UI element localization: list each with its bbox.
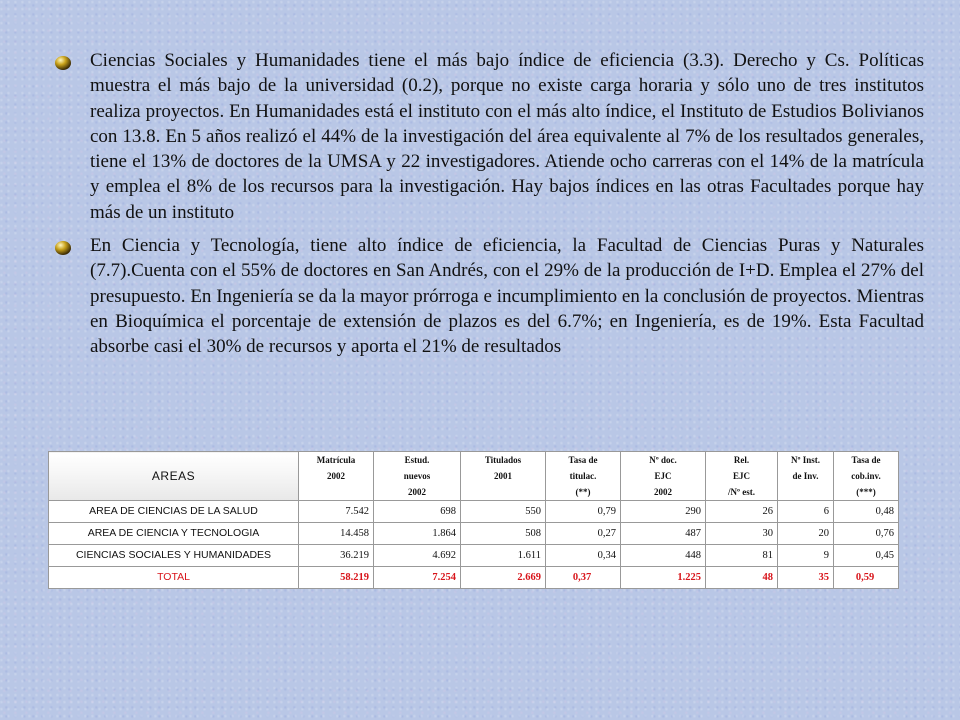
- header-cell: Matrícula: [299, 452, 374, 469]
- inst-inv-cell: 9: [778, 545, 834, 567]
- header-cell: [778, 484, 834, 501]
- header-cell: /Nº est.: [706, 484, 778, 501]
- header-cell: 2002: [621, 484, 706, 501]
- total-inst-inv: 35: [778, 567, 834, 589]
- doc-ejc-cell: 448: [621, 545, 706, 567]
- tasa-titulac-cell: 0,34: [546, 545, 621, 567]
- header-cell: titulac.: [546, 468, 621, 484]
- header-cell: Estud.: [374, 452, 461, 469]
- header-cell: (***): [834, 484, 899, 501]
- estud-nuevos-cell: 1.864: [374, 523, 461, 545]
- total-titulados: 2.669: [461, 567, 546, 589]
- total-estud-nuevos: 7.254: [374, 567, 461, 589]
- rel-ejc-cell: 81: [706, 545, 778, 567]
- header-cell: Titulados: [461, 452, 546, 469]
- area-cell: CIENCIAS SOCIALES Y HUMANIDADES: [49, 545, 299, 567]
- area-cell: AREA DE CIENCIA Y TECNOLOGIA: [49, 523, 299, 545]
- table-row: [49, 545, 899, 567]
- header-cell: [299, 484, 374, 501]
- doc-ejc-cell: 487: [621, 523, 706, 545]
- matricula-cell: 14.458: [299, 523, 374, 545]
- header-cell: cob.inv.: [834, 468, 899, 484]
- tasa-cob-cell: 0,76: [834, 523, 899, 545]
- paragraph-ciencias-sociales: Ciencias Sociales y Humanidades tiene el más bajo índice de eficiencia (3.3). Derecho y Cs. Políticas muestra el más bajo de la universidad (0.2), porque no existe carga horaria y sólo uno de tres institutos realiza proyectos. En Humanidades está el instituto con el más alto índice, el Instituto de Estudios Bolivianos con 13.8. En 5 años realizó el 44% de la investigación del área equivalente al 7% de los resultados generales, tiene el 13% de doctores de la UMSA y 22 investigadores. Atiende ocho carreras con el 14% de la matrícula y emplea el 8% de los recursos para la investigación. Hay bajos índices en las otras Facultades porque hay más de un instituto: [90, 50, 924, 223]
- table-row: [49, 523, 899, 545]
- total-tasa-cob: 0,59: [834, 567, 899, 589]
- bullet-list: [48, 48, 924, 368]
- area-cell: AREA DE CIENCIAS DE LA SALUD: [49, 501, 299, 523]
- inst-inv-cell: 20: [778, 523, 834, 545]
- total-matricula: 58.219: [299, 567, 374, 589]
- titulados-cell: 1.611: [461, 545, 546, 567]
- header-cell: Tasa de: [834, 452, 899, 469]
- areas-header: AREAS: [49, 452, 299, 501]
- bullet-sphere-icon: [54, 239, 72, 257]
- header-cell: [461, 484, 546, 501]
- header-cell: EJC: [621, 468, 706, 484]
- header-cell: Rel.: [706, 452, 778, 469]
- paragraph-ciencia-tecnologia: En Ciencia y Tecnología, tiene alto índice de eficiencia, la Facultad de Ciencias Puras y Naturales (7.7).Cuenta con el 55% de doctores en San Andrés, con el 29% de la producción de I+D. Emplea el 27% del presupuesto. En Ingeniería se da la mayor prórroga e incumplimiento en la conclusión de proyectos. Mientras en Bioquímica el porcentaje de extensión de plazos es del 6.7%; en Ingeniería, es de 19%. Esta Facultad absorbe casi el 30% de recursos y aporta el 21% de resultados: [90, 235, 924, 358]
- header-cell: (**): [546, 484, 621, 501]
- rel-ejc-cell: 30: [706, 523, 778, 545]
- header-cell: 2002: [299, 468, 374, 484]
- tasa-titulac-cell: 0,27: [546, 523, 621, 545]
- header-cell: de Inv.: [778, 468, 834, 484]
- header-cell: Nº Inst.: [778, 452, 834, 469]
- doc-ejc-cell: 290: [621, 501, 706, 523]
- titulados-cell: 550: [461, 501, 546, 523]
- total-tasa-titulac: 0,37: [546, 567, 621, 589]
- matricula-cell: 36.219: [299, 545, 374, 567]
- titulados-cell: 508: [461, 523, 546, 545]
- tasa-cob-cell: 0,48: [834, 501, 899, 523]
- bullet-sphere-icon: [54, 54, 72, 72]
- table-total-row: [49, 567, 899, 589]
- estud-nuevos-cell: 698: [374, 501, 461, 523]
- header-cell: Tasa de: [546, 452, 621, 469]
- estud-nuevos-cell: 4.692: [374, 545, 461, 567]
- bullet-item-2: [48, 233, 924, 359]
- header-cell: Nº doc.: [621, 452, 706, 469]
- header-cell: EJC: [706, 468, 778, 484]
- total-label: TOTAL: [49, 567, 299, 589]
- header-cell: 2001: [461, 468, 546, 484]
- indicators-table: [48, 451, 898, 589]
- inst-inv-cell: 6: [778, 501, 834, 523]
- total-rel-ejc: 48: [706, 567, 778, 589]
- tasa-cob-cell: 0,45: [834, 545, 899, 567]
- rel-ejc-cell: 26: [706, 501, 778, 523]
- header-cell: 2002: [374, 484, 461, 501]
- bullet-item-1: [48, 48, 924, 225]
- table-header-row: [49, 452, 899, 469]
- total-doc-ejc: 1.225: [621, 567, 706, 589]
- header-cell: nuevos: [374, 468, 461, 484]
- matricula-cell: 7.542: [299, 501, 374, 523]
- table-row: [49, 501, 899, 523]
- tasa-titulac-cell: 0,79: [546, 501, 621, 523]
